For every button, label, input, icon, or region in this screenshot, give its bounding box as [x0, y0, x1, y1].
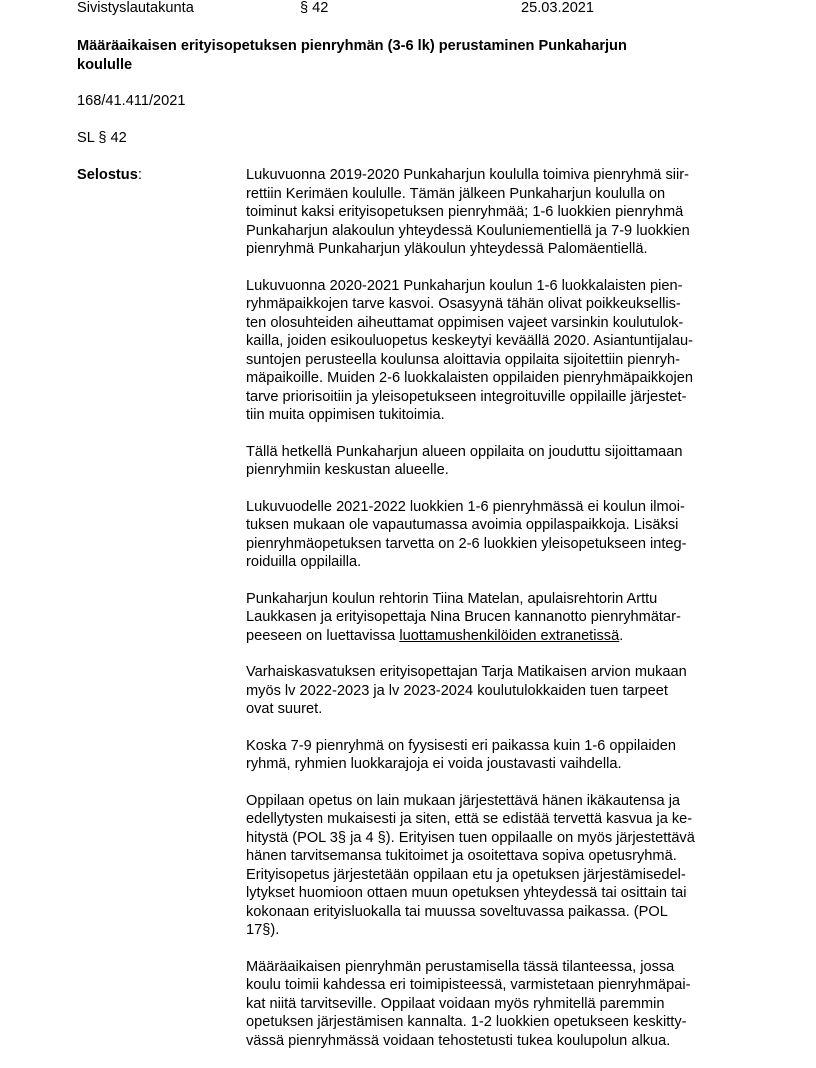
text-line: Lukuvuonna 2019-2020 Punkaharjun koululla toimiva pienryhmä siir- — [246, 167, 689, 183]
text-line: pienryhmä Punkaharjun yläkoulun yhteydessä Palomäentiellä. — [246, 241, 648, 257]
text-line: ten olosuhteiden aiheuttamat oppimisen vajeet varsinkin koulutulok- — [246, 314, 684, 331]
paragraph — [246, 166, 746, 259]
paragraph — [246, 663, 746, 719]
text-line: Punkaharjun alakoulun yhteydessä Kouluniementiellä ja 7-9 luokkien — [246, 222, 690, 239]
text-line: Lukuvuonna 2020-2021 Punkaharjun koulun 1-6 luokkalaisten pien- — [246, 277, 683, 294]
paragraph — [246, 590, 746, 646]
paragraph — [246, 958, 746, 1051]
text-line: ryhmä, ryhmien luokkarajoja ei voida joustavasti vaihdella. — [246, 756, 622, 772]
paragraph — [246, 498, 746, 572]
title-line: Määräaikaisen erityisopetuksen pienryhmän (3-6 lk) perustaminen Punkaharjun — [77, 38, 627, 54]
text-line-with-link — [246, 627, 746, 646]
section-label — [77, 166, 142, 184]
text-line: roiduilla oppilailla. — [246, 554, 362, 570]
header-section-number: § 42 — [300, 0, 329, 16]
section-reference: SL § 42 — [77, 130, 127, 146]
text-line: tuksen mukaan ole vapautumassa avoimia oppilaspaikkoja. Lisäksi — [246, 517, 679, 533]
section-label-name: Selostus — [77, 167, 138, 183]
text-line: hitystä (POL 3§ ja 4 §). Erityisen tuen oppilaalle on myös järjestettävä — [246, 829, 695, 846]
text-line: myös lv 2022-2023 ja lv 2023-2024 koulutulokkaiden tuen tarpeet — [246, 682, 668, 699]
link-lead-text: peeseen on luettavissa — [246, 627, 400, 644]
text-line: Tällä hetkellä Punkaharjun alueen oppilaita on jouduttu sijoittamaan — [246, 443, 683, 460]
text-line: opetuksen järjestämisen kannalta. 1-2 luokkien opetukseen keskitty- — [246, 1014, 687, 1030]
text-line: Laukkasen ja erityisopettaja Nina Brucen kannanotto pienryhmätar- — [246, 609, 681, 625]
paragraph — [246, 792, 746, 940]
text-line: ovat suuret. — [246, 701, 323, 717]
section-label-colon: : — [137, 167, 142, 183]
text-line: 17§). — [246, 922, 280, 938]
text-line: pienryhmäopetuksen tarvetta on 2-6 luokkien yleisopetukseen integ- — [246, 535, 687, 552]
text-line: rettiin Kerimäen koululle. Tämän jälkeen Punkaharjun koululla on — [246, 185, 666, 202]
text-line: lytykset huomioon ottaen muun opetuksen yhteydessä tai osittain tai — [246, 885, 687, 901]
text-line: tiin muita oppimisen tukitoimia. — [246, 407, 445, 423]
paragraph — [246, 443, 746, 480]
text-line: Lukuvuodelle 2021-2022 luokkien 1-6 pienryhmässä ei koulun ilmoi- — [246, 498, 685, 515]
text-line: kat niitä tarvitseville. Oppilaat voidaan myös ryhmitellä paremmin — [246, 995, 665, 1012]
document-number: 168/41.411/2021 — [77, 93, 186, 109]
header-date: 25.03.2021 — [521, 0, 595, 16]
header-organization: Sivistyslautakunta — [77, 0, 194, 16]
text-line: tarve priorisoitiin ja yleisopetukseen integroituville oppilaille järjestet- — [246, 388, 687, 405]
text-line: Määräaikaisen pienryhmän perustamisella tässä tilanteessa, jossa — [246, 958, 675, 975]
text-line: Punkaharjun koulun rehtorin Tiina Matelan, apulaisrehtorin Arttu — [246, 590, 658, 607]
text-line: ryhmäpaikkojen tarve kasvoi. Osasyynä tähän olivat poikkeuksellis- — [246, 296, 681, 312]
link-trailing-period: . — [619, 627, 624, 644]
text-line: kokonaan erityisluokalla tai muussa soveltuvassa paikassa. (POL — [246, 903, 668, 920]
text-line: pienryhmiin keskustan alueelle. — [246, 462, 449, 478]
text-line: mäpaikoille. Muiden 2-6 luokkalaisten oppilaiden pienryhmäpaikkojen — [246, 370, 693, 386]
text-line: kailla, joiden esikouluopetus keskeytyi keväällä 2020. Asiantuntijalau- — [246, 333, 694, 349]
body-text — [246, 166, 746, 1068]
extranet-link[interactable]: luottamushenkilöiden extranetissä — [399, 627, 620, 644]
text-line: toiminut kaksi erityisopetuksen pienryhmää; 1-6 luokkien pienryhmä — [246, 204, 684, 220]
text-line: koulu toimii kahdessa eri toimipisteessä, varmistetaan pienryhmäpai- — [246, 977, 691, 993]
text-line: vässä pienryhmässä voidaan tehostetusti tukea koulupolun alkua. — [246, 1032, 671, 1049]
paragraph — [246, 737, 746, 774]
text-line: Erityisopetus järjestetään oppilaan etu ja opetuksen järjestämisedel- — [246, 866, 686, 883]
text-line: Oppilaan opetus on lain mukaan järjestettävä hänen ikäkautensa ja — [246, 792, 681, 809]
text-line: suntojen perusteella koulunsa aloittavia oppilaita sijoitettiin pienryh- — [246, 351, 681, 368]
text-line: Koska 7-9 pienryhmä on fyysisesti eri paikassa kuin 1-6 oppilaiden — [246, 737, 676, 754]
document-title — [77, 37, 717, 74]
text-line: Varhaiskasvatuksen erityisopettajan Tarja Matikaisen arvion mukaan — [246, 664, 687, 680]
title-line: koululle — [77, 56, 133, 73]
text-line: edellytysten mukaisesti ja siten, että se edistää tervettä kasvua ja ke- — [246, 811, 693, 827]
text-line: hänen tarvitsemansa tukitoimet ja osoitettava sopiva opetusryhmä. — [246, 848, 677, 864]
paragraph — [246, 277, 746, 425]
